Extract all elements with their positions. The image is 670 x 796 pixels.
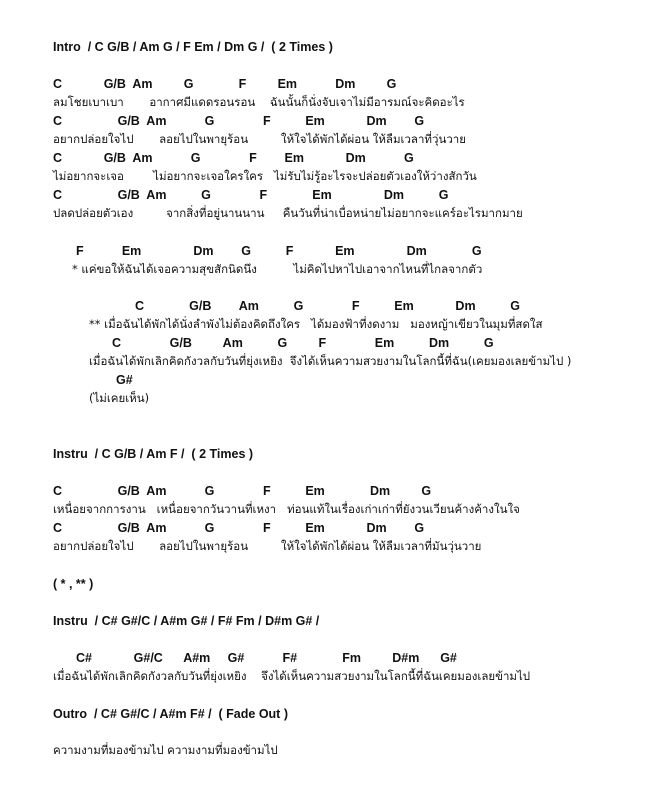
lyric-line: (ไม่เคยเห็น) — [89, 391, 150, 405]
chord-line: C G/B Am G F Em Dm G — [53, 188, 449, 202]
lyric-line: เมื่อฉันได้พักเลิกคิดกังวลกับวันที่ยุ่งเหยิง จึงได้เห็นความสวยงามในโลกนี้ที่ฉัน(เคยมองเลยข้ามไป ) — [89, 354, 572, 368]
instrumental-line: Instru / C# G#/C / A#m G# / F# Fm / D#m G# / — [53, 614, 320, 628]
outro-line: Outro / C# G#/C / A#m F# / ( Fade Out ) — [53, 707, 288, 721]
chord-line: C G/B Am G F Em Dm G — [53, 114, 425, 128]
chord-line: C G/B Am G F Em Dm G — [53, 484, 432, 498]
lyric-line: เมื่อฉันได้พักเลิกคิดกังวลกับวันที่ยุ่งเหยิง จึงได้เห็นความสวยงามในโลกนี้ที่ฉันเคยมองเลยข้ามไป — [53, 669, 531, 683]
lyric-line: * แค่ขอให้ฉันได้เจอความสุขสักนิดนึง ไม่คิดไปหาไปเอาจากไหนที่ไกลจากตัว — [72, 262, 483, 276]
lyric-line: อยากปล่อยใจไป ลอยไปในพายุร้อน ให้ใจได้พักได้ผ่อน ให้ลืมเวลาที่มันวุ่นวาย — [53, 539, 482, 553]
repeat-marker: ( * , ** ) — [53, 577, 94, 591]
ending-lyric: ความงามที่มองข้ามไป ความงามที่มองข้ามไป — [53, 743, 278, 757]
chord-line: C G/B Am G F Em Dm G — [135, 299, 521, 313]
lyric-line: ** เมื่อฉันได้พักได้นั่งลำพังไม่ต้องคิดถึงใคร ได้มองฟ้าที่งดงาม มองหญ้าเขียวในมุมที่สดใส — [89, 317, 543, 331]
lyric-line: เหนื่อยจากการงาน เหนื่อยจากวันวานที่เหงา ท่อนแท้ในเรื่องเก่าเก่าที่ยังวนเวียนค้างค้างในใจ — [53, 502, 520, 516]
chord-line: G# — [116, 373, 133, 387]
lyric-line: ลมโชยเบาเบา อากาศมีแดดรอนรอน ฉันนั้นก็นั่งจับเจาไม่มีอารมณ์จะคิดอะไร — [53, 95, 465, 109]
chord-line: C# G#/C A#m G# F# Fm D#m G# — [76, 651, 457, 665]
chord-line: C G/B Am G F Em Dm G — [53, 521, 425, 535]
lyric-line: ไม่อยากจะเจอ ไม่อยากจะเจอใครใคร ไม่รับไม่รู้อะไรจะปล่อยตัวเองให้ว่างสักวัน — [53, 169, 477, 183]
chord-line: C G/B Am G F Em Dm G — [53, 77, 397, 91]
chord-line: F Em Dm G F Em Dm G — [76, 244, 482, 258]
lyric-line: ปลดปล่อยตัวเอง จากสิ่งที่อยู่นานนาน คืนวันที่น่าเบื่อหน่ายไม่อยากจะแคร์อะไรมากมาย — [53, 206, 523, 220]
chord-line: C G/B Am G F Em Dm G — [112, 336, 494, 350]
intro-line: Intro / C G/B / Am G / F Em / Dm G / ( 2 Times ) — [53, 40, 333, 54]
chord-line: C G/B Am G F Em Dm G — [53, 151, 414, 165]
instrumental-line: Instru / C G/B / Am F / ( 2 Times ) — [53, 447, 254, 461]
lyric-line: อยากปล่อยใจไป ลอยไปในพายุร้อน ให้ใจได้พักได้ผ่อน ให้ลืมเวลาที่วุ่นวาย — [53, 132, 466, 146]
